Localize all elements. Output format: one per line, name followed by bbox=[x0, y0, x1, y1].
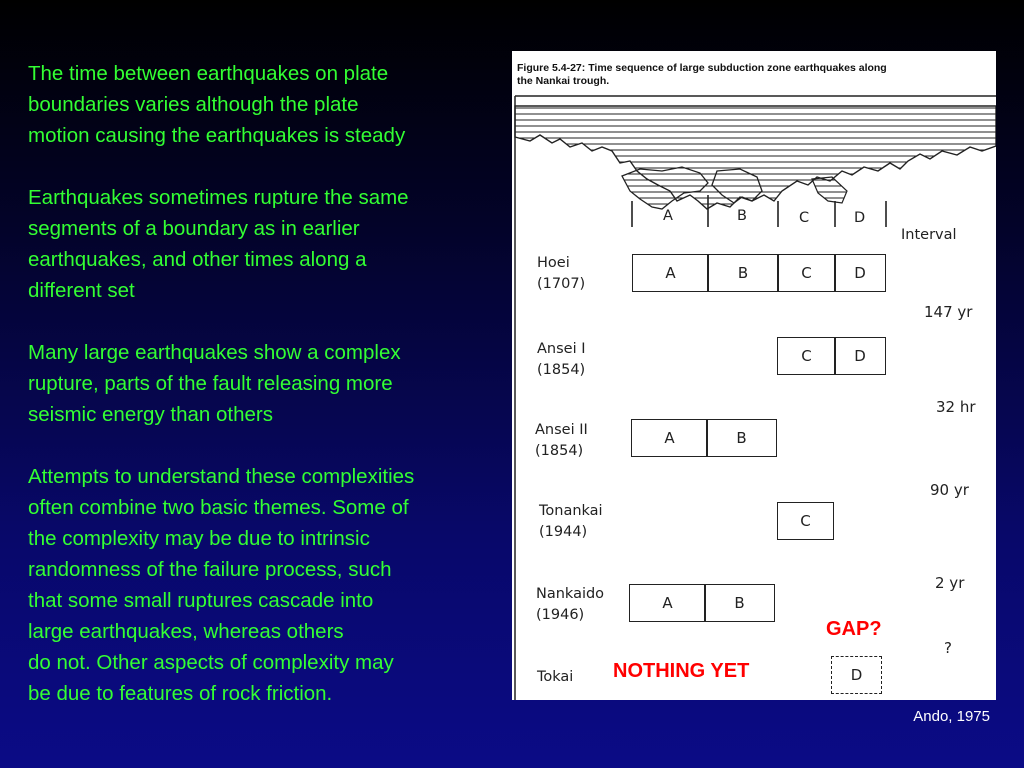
paragraph-1 bbox=[28, 58, 518, 151]
text-line: The time between earthquakes on plate bbox=[28, 62, 389, 85]
event-name-tonankai: Tonankai bbox=[539, 503, 603, 519]
text-line: rupture, parts of the fault releasing more bbox=[28, 372, 393, 395]
explanatory-text bbox=[28, 58, 518, 709]
event-name-nankaido: Nankaido bbox=[536, 586, 605, 602]
text-line: segments of a boundary as in earlier bbox=[28, 217, 360, 240]
event-year-ansei-2: (1854) bbox=[535, 443, 584, 459]
rupture-segment-d: D bbox=[834, 337, 886, 375]
gap-annotation: GAP? bbox=[826, 618, 882, 640]
text-line: earthquakes, and other times along a bbox=[28, 248, 367, 271]
interval-1: 147 yr bbox=[924, 303, 973, 321]
rupture-segment-a: A bbox=[629, 584, 706, 622]
rupture-segment-a: A bbox=[632, 254, 709, 292]
text-line: randomness of the failure process, such bbox=[28, 558, 392, 581]
text-line: the complexity may be due to intrinsic bbox=[28, 527, 370, 550]
text-line: seismic energy than others bbox=[28, 403, 273, 426]
rupture-segment-d: D bbox=[834, 254, 886, 292]
caption-line: Figure 5.4-27: Time sequence of large subduction zone earthquakes along bbox=[517, 62, 887, 74]
event-name-tokai: Tokai bbox=[537, 669, 574, 685]
text-line: boundaries varies although the plate bbox=[28, 93, 359, 116]
event-name-hoei: Hoei bbox=[537, 255, 570, 271]
rupture-segment-b: B bbox=[707, 254, 779, 292]
text-line: large earthquakes, whereas others bbox=[28, 620, 344, 643]
rupture-segment-a: A bbox=[631, 419, 708, 457]
rupture-segment-c: C bbox=[777, 254, 836, 292]
izu-peninsula bbox=[812, 177, 847, 203]
event-year-tonankai: (1944) bbox=[539, 524, 588, 540]
segment-header-a: A bbox=[663, 208, 673, 224]
rupture-segment-c: C bbox=[777, 502, 834, 540]
paragraph-4 bbox=[28, 461, 518, 709]
interval-header: Interval bbox=[901, 227, 957, 243]
rupture-segment-c: C bbox=[777, 337, 836, 375]
paragraph-3 bbox=[28, 337, 518, 430]
interval-4: 2 yr bbox=[935, 574, 965, 592]
text-line: often combine two basic themes. Some of bbox=[28, 496, 409, 519]
rupture-segment-d-expected: D bbox=[831, 656, 882, 694]
paragraph-2 bbox=[28, 182, 518, 306]
rupture-segment-b: B bbox=[704, 584, 775, 622]
text-line: Attempts to understand these complexities bbox=[28, 465, 415, 488]
text-line: Earthquakes sometimes rupture the same bbox=[28, 186, 409, 209]
interval-2: 32 hr bbox=[936, 398, 976, 416]
event-year-nankaido: (1946) bbox=[536, 607, 585, 623]
event-year-hoei: (1707) bbox=[537, 276, 586, 292]
interval-5: ? bbox=[944, 639, 952, 657]
caption-line: the Nankai trough. bbox=[517, 75, 610, 87]
shikoku-island bbox=[622, 167, 708, 209]
segment-header-d: D bbox=[854, 210, 866, 226]
event-name-ansei-2: Ansei II bbox=[535, 422, 588, 438]
segment-header-b: B bbox=[737, 208, 747, 224]
text-line: different set bbox=[28, 279, 135, 302]
text-line: Many large earthquakes show a complex bbox=[28, 341, 401, 364]
text-line: be due to features of rock friction. bbox=[28, 682, 333, 705]
event-name-ansei-1: Ansei I bbox=[537, 341, 586, 357]
rupture-segment-b: B bbox=[706, 419, 777, 457]
text-line: that some small ruptures cascade into bbox=[28, 589, 374, 612]
segment-header-c: C bbox=[799, 210, 810, 226]
text-line: motion causing the earthquakes is steady bbox=[28, 124, 406, 147]
nothing-yet-annotation: NOTHING YET bbox=[613, 660, 750, 682]
text-line: do not. Other aspects of complexity may bbox=[28, 651, 394, 674]
event-year-ansei-1: (1854) bbox=[537, 362, 586, 378]
interval-3: 90 yr bbox=[930, 481, 969, 499]
nankai-figure bbox=[512, 51, 996, 700]
citation: Ando, 1975 bbox=[913, 708, 990, 725]
